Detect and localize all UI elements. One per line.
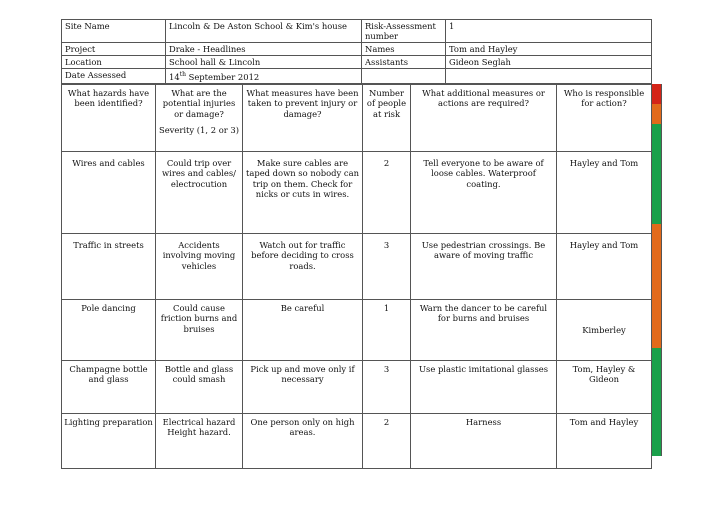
injury-cell: Could trip over wires and cables/ electrocution [156, 151, 243, 233]
names-value: Tom and Hayley [446, 43, 652, 56]
table-row [62, 151, 652, 233]
risk-assessment-document [61, 19, 662, 469]
risk-color-column [651, 84, 662, 456]
col-severity-label: Severity (1, 2 or 3) [158, 125, 240, 136]
additional-cell: Harness [411, 413, 557, 468]
date-assessed-label: Date Assessed [62, 69, 166, 84]
location-value: School hall & Lincoln [166, 56, 362, 69]
number-cell: 1 [363, 299, 411, 360]
risk-swatch-row1 [651, 145, 662, 224]
risk-swatch-red [651, 84, 662, 104]
col-hazards: What hazards have been identified? [62, 84, 156, 151]
number-cell: 2 [363, 413, 411, 468]
responsible-cell: Tom and Hayley [557, 413, 652, 468]
site-name-label: Site Name [62, 20, 166, 43]
risk-swatch-orange [651, 104, 662, 124]
responsible-cell: Tom, Hayley & Gideon [557, 360, 652, 413]
responsible-text: Kimberley [582, 324, 626, 335]
responsible-cell: Hayley and Tom [557, 151, 652, 233]
risk-assessment-value: 1 [446, 20, 652, 43]
injury-cell: Electrical hazard Height hazard. [156, 413, 243, 468]
assistants-label: Assistants [362, 56, 446, 69]
risk-assessment-label: Risk-Assessment number [362, 20, 446, 43]
date-day: 14 [169, 71, 180, 82]
assistants-value: Gideon Seglah [446, 56, 652, 69]
risk-swatch-row2 [651, 224, 662, 287]
col-injuries [156, 84, 243, 151]
hazard-cell: Champagne bottle and glass [62, 360, 156, 413]
responsible-cell: Hayley and Tom [557, 233, 652, 299]
empty-cell [362, 69, 446, 84]
table-header-row [62, 84, 652, 151]
table-row [62, 299, 652, 360]
measure-cell: Make sure cables are taped down so nobody can trip on them. Check for nicks or cuts in wires. [243, 151, 363, 233]
table-row [62, 233, 652, 299]
project-label: Project [62, 43, 166, 56]
number-cell: 3 [363, 233, 411, 299]
col-responsible: Who is responsible for action? [557, 84, 652, 151]
site-name-value: Lincoln & De Aston School & Kim's house [166, 20, 362, 43]
location-label: Location [62, 56, 166, 69]
additional-cell: Use plastic imitational glasses [411, 360, 557, 413]
table-row [62, 413, 652, 468]
col-additional: What additional measures or actions are required? [411, 84, 557, 151]
date-suffix: th [179, 71, 186, 78]
measure-cell: One person only on high areas. [243, 413, 363, 468]
injury-cell: Accidents involving moving vehicles [156, 233, 243, 299]
risk-swatch-green [651, 124, 662, 145]
col-injuries-label: What are the potential injuries or damage? [162, 87, 236, 119]
additional-cell: Tell everyone to be aware of loose cables. Waterproof coating. [411, 151, 557, 233]
names-label: Names [362, 43, 446, 56]
hazard-cell: Traffic in streets [62, 233, 156, 299]
project-value: Drake - Headlines [166, 43, 362, 56]
col-number: Number of people at risk [363, 84, 411, 151]
additional-cell: Use pedestrian crossings. Be aware of moving traffic [411, 233, 557, 299]
date-rest: September 2012 [185, 71, 260, 82]
measure-cell: Watch out for traffic before deciding to cross roads. [243, 233, 363, 299]
number-cell: 2 [363, 151, 411, 233]
hazard-cell: Pole dancing [62, 299, 156, 360]
risk-swatch-row5 [651, 401, 662, 456]
number-cell: 3 [363, 360, 411, 413]
table-row [62, 360, 652, 413]
injury-cell: Bottle and glass could smash [156, 360, 243, 413]
hazards-table [61, 84, 652, 469]
responsible-cell [557, 299, 652, 360]
additional-cell: Warn the dancer to be careful for burns and bruises [411, 299, 557, 360]
measure-cell: Be careful [243, 299, 363, 360]
date-assessed-value [166, 69, 362, 84]
measure-cell: Pick up and move only if necessary [243, 360, 363, 413]
injury-cell: Could cause friction burns and bruises [156, 299, 243, 360]
header-table [61, 19, 652, 84]
hazard-cell: Lighting preparation [62, 413, 156, 468]
risk-swatch-row3 [651, 287, 662, 348]
col-measures: What measures have been taken to prevent injury or damage? [243, 84, 363, 151]
empty-cell [446, 69, 652, 84]
hazard-cell: Wires and cables [62, 151, 156, 233]
risk-swatch-row4 [651, 348, 662, 401]
